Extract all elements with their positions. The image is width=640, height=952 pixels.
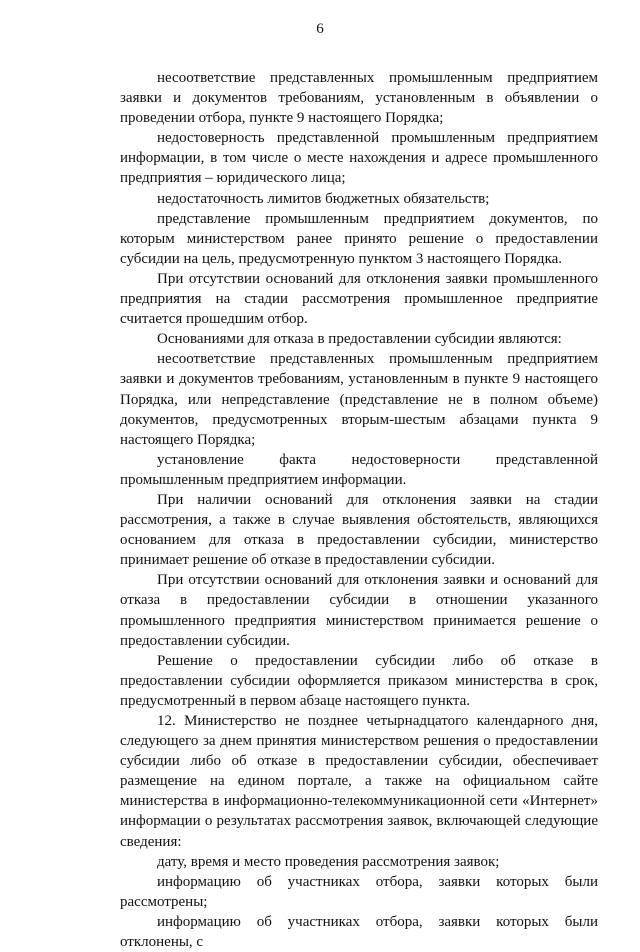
page-number: 6: [316, 21, 324, 37]
paragraph: При отсутствии оснований для отклонения заявки промышленного предприятия на стадии рассмотрения промышленное предприятие считается прошедшим отбор.: [120, 270, 598, 328]
paragraph: недостоверность представленной промышленным предприятием информации, в том числе о месте нахождения и адресе промышленного предприятия – юридического лица;: [120, 130, 598, 187]
paragraph: информацию об участниках отбора, заявки которых были отклонены, с: [120, 913, 598, 951]
paragraph: информацию об участниках отбора, заявки которых были рассмотрены;: [120, 873, 598, 910]
paragraph: Основаниями для отказа в предоставлении субсидии являются:: [157, 331, 562, 348]
paragraph: Решение о предоставлении субсидии либо об отказе в предоставлении субсидии оформляется приказом министерства в срок, предусмотренный в первом абзаце настоящего пункта.: [120, 652, 598, 709]
paragraph: При наличии оснований для отклонения заявки на стадии рассмотрения, а также в случае выявления обстоятельств, являющихся основанием для отказа в предоставлении субсидии, министерство принимает решение об отказе в предоставлении субсидии.: [120, 491, 598, 569]
paragraph: несоответствие представленных промышленным предприятием заявки и документов требованиям, установленным в объявлении о проведении отбора, пункте 9 настоящего Порядка;: [120, 70, 598, 127]
document-body: [120, 68, 598, 952]
paragraph: дату, время и место проведения рассмотрения заявок;: [157, 853, 500, 870]
paragraph: 12. Министерство не позднее четырнадцатого календарного дня, следующего за днем принятия министерством решения о предоставлении субсидии либо об отказе в предоставлении субсидии, обеспечивает размещение на едином портале, а также на официальном сайте министерства в информационно-телекоммуникационной сети «Интернет» информации о результатах рассмотрения заявок, включающей следующие сведения:: [120, 713, 598, 850]
paragraph: несоответствие представленных промышленным предприятием заявки и документов требованиям, установленным в пункте 9 настоящего Порядка, или непредставление (представление не в полном объеме) документов, предусмотренных вторым-шестым абзацами пункта 9 настоящего Порядка;: [120, 351, 598, 448]
paragraph: При отсутствии оснований для отклонения заявки и оснований для отказа в предоставлении субсидии в отношении указанного промышленного предприятия министерством принимается решение о предоставлении субсидии.: [120, 572, 598, 649]
paragraph: установление факта недостоверности представленной промышленным предприятием информации.: [120, 451, 598, 488]
paragraph: представление промышленным предприятием документов, по которым министерством ранее принято решение о предоставлении субсидии на цель, предусмотренную пунктом 3 настоящего Порядка.: [120, 210, 598, 267]
paragraph: недостаточность лимитов бюджетных обязательств;: [157, 190, 490, 207]
